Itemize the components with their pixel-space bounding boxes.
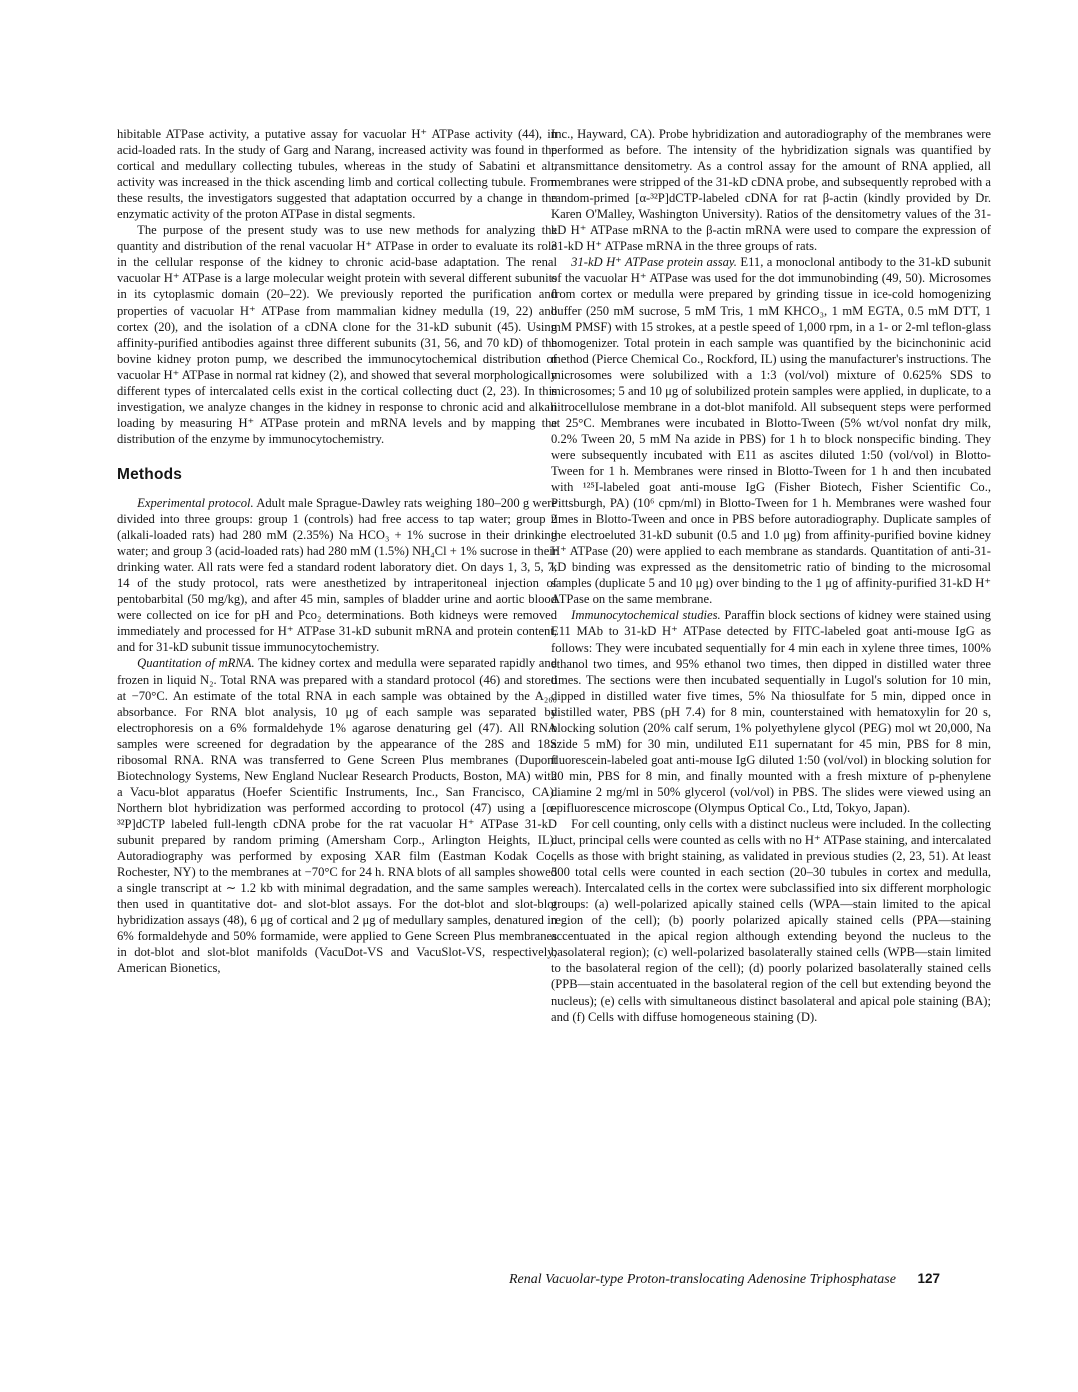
- page-number: 127: [917, 1271, 940, 1286]
- mrna-title: Quantitation of mRNA.: [137, 656, 255, 671]
- purpose-paragraph: The purpose of the present study was to use new methods for analyzing the quantity and distribution of the renal vacuolar H⁺ ATPase in order to evaluate its role in the cellular response of the kidney to chronic acid-base adaptation. The renal vacuolar H⁺ ATPase is a large molecular weight protein with several different subunits in its cytoplasmic domain (20–22). We previously reported the purification and properties of vacuolar H⁺ ATPase from mammalian kidney medulla (19, 22) and cortex (20), and the isolation of a cDNA clone for the 31-kD subunit (45). Using affinity-purified antibodies against three different subunits (31, 56, and 70 kD) of the bovine kidney proton pump, we described the immunocytochemical distribution of vacuolar H⁺ ATPase in normal rat kidney (2), and showed that several morphologically different types of intercalated cells exist in the cortical collecting duct (2, 23). In this investigation, we analyze changes in the kidney in response to chronic acid and alkali loading by measuring H⁺ ATPase protein and mRNA levels and by mapping the distribution of the enzyme by immunocytochemistry.: [117, 223, 557, 446]
- mrna-text: The kidney cortex and medulla were separated rapidly and frozen in liquid N₂. Total RNA was prepared with a standard protocol (46) and stored at −70°C. An estimate of the total RNA in each sample was obtained by the A₂₆₀ absorbance. For RNA blot analysis, 10 μg of each sample was separated by electrophoresis on a 6% formaldehyde 1% agarose denaturing gel (47). All RNA samples were screened for degradation by the appearance of the 28S and 18S ribosomal RNA. RNA was transferred to Gene Screen Plus membranes (Dupont Biotechnology Systems, New England Nuclear Research Products, Boston, MA) with a Vacu-blot apparatus (Hoefer Scientific Instruments, Inc., San Francisco, CA). Northern blot hybridization was performed according to protocol (47) using a [α-³²P]dCTP labeled full-length cDNA probe for the rat vacuolar H⁺ ATPase 31-kD subunit prepared by random priming (Amersham Corp., Arlington Heights, IL). Autoradiography was performed by exposing XAR film (Eastman Kodak Co., Rochester, NY) to the membranes at −70°C for 24 h. RNA blots of all samples showed a single transcript at ∼ 1.2 kb with minimal degradation, and the same samples were then used in quantitative dot- and slot-blot assays. For the dot-blot and slot-blot hybridization assays (48), 6 μg of cortical and 2 μg of medullary samples, denatured in 6% formaldehyde and 50% formamide, were applied to Gene Screen Plus membranes in dot-blot and slot-blot manifolds (VacuDot-VS and VacuSlot-VS, respectively; American Bionetics,: [117, 656, 557, 976]
- immuno-paragraph: [551, 607, 991, 816]
- protein-assay-text: E11, a monoclonal antibody to the 31-kD subunit of the vacuolar H⁺ ATPase was used for the dot immunobinding (49, 50). Microsomes from cortex or medulla were prepared by grinding tissue in ice-cold homogenizing buffer (250 mM sucrose, 5 mM Tris, 1 mM KHCO₃, 1 mM EGTA, 0.5 mM DTT, 1 mM PMSF) with 15 strokes, at a pestle speed of 1,000 rpm, in a 1- or 2-ml teflon-glass homogenizer. Total protein in each sample was quantified by the bicinchoninic acid method (Pierce Chemical Co., Rockford, IL) using the manufacturer's instructions. The microsomes were solubilized with a 1:3 (vol/vol) mixture of 0.625% SDS to microsomes; 5 and 10 μg of solubilized protein samples were applied, in duplicate, to a nitrocellulose membrane in a dot-blot manifold. All subsequent steps were performed at 25°C. Membranes were incubated in Blotto-Tween (5% wt/vol nonfat dry milk, 0.2% Tween 20, 5 mM Na azide in PBS) for 1 h to block nonspecific binding. They were subsequently incubated with E11 as ascites diluted 1:50 (vol/vol) in Blotto-Tween for 1 h. Membranes were rinsed in Blotto-Tween for 1 h and then incubated with ¹²⁵I-labeled goat anti-mouse IgG (Fisher Biotech, Fisher Scientific Co., Pittsburgh, PA) (10⁶ cpm/ml) in Blotto-Tween for 1 h. Membranes were washed four times in Blotto-Tween and once in PBS before autoradiography. Duplicate samples of the electroeluted 31-kD subunit (0.5 and 1.0 μg) from affinity-purified bovine kidney H⁺ ATPase (20) were applied to each membrane as standards. Quantitation of anti-31-kD binding was expressed as the densitometric ratio of binding to the microsomal samples (duplicate 5 and 10 μg) over binding to the 1 μg of affinity-purified 31-kD H⁺ ATPase on the same membrane.: [551, 255, 991, 607]
- running-title: Renal Vacuolar-type Proton-translocating Adenosine Triphosphatase: [508, 1272, 896, 1287]
- intro-continued-paragraph: hibitable ATPase activity, a putative assay for vacuolar H⁺ ATPase activity (44), in acid-loaded rats. In the study of Garg and Narang, increased activity was found in the cortical and medullary collecting tubules, whereas in the study of Sabatini et al., activity was increased in the thick ascending limb and cortical collecting tubule. From these results, the investigators suggested that adaptation occurred by a change in the enzymatic activity of the proton ATPase in distal segments.: [117, 127, 557, 222]
- experimental-protocol-paragraph: [117, 495, 557, 655]
- mrna-continued-paragraph: Inc., Hayward, CA). Probe hybridization and autoradiography of the membranes were performed as before. The intensity of the hybridization signals was quantified by transmittance densitometry. As a control assay for the amount of RNA applied, all membranes were stripped of the 31-kD cDNA probe, and subsequently reprobed with a random-primed [α-³²P]dCTP-labeled cDNA for rat β-actin (kindly provided by Dr. Karen O'Malley, Washington University). Ratios of the densitometry values of the 31-kD H⁺ ATPase mRNA to the β-actin mRNA were used to compare the expression of 31-kD H⁺ ATPase mRNA in the three groups of rats.: [551, 127, 991, 254]
- methods-heading: Methods: [117, 465, 183, 483]
- protein-assay-paragraph: [551, 254, 991, 607]
- right-column: [551, 126, 991, 1025]
- immuno-title: Immunocytochemical studies.: [571, 608, 721, 623]
- mrna-paragraph: [117, 655, 557, 976]
- experimental-protocol-text: Adult male Sprague-Dawley rats weighing 180–200 g were divided into three groups: group 1 (controls) had free access to tap water; group 2 (alkali-loaded rats) had 280 mM (2.35%) Na HCO₃ + 1% sucrose in their drinking water; and group 3 (acid-loaded rats) had 280 mM (1.5%) NH₄Cl + 1% sucrose in their drinking water. All rats were fed a standard rodent laboratory diet. On days 1, 3, 5, 7, 14 of the study protocol, rats were anesthetized by intraperitoneal injection of pentobarbital (50 mg/kg), and after 45 min, samples of bladder urine and aortic blood were collected on ice for pH and Pco₂ determinations. Both kidneys were removed immediately and processed for H⁺ ATPase 31-kD subunit mRNA and protein content, and for 31-kD subunit tissue immunocytochemistry.: [117, 495, 557, 655]
- page-footer: [509, 1271, 940, 1288]
- left-column: [117, 126, 557, 976]
- cell-counting-paragraph: For cell counting, only cells with a distinct nucleus were included. In the collecting duct, principal cells were counted as cells with no H⁺ ATPase staining, and intercalated cells as those with bright staining, as validated in previous studies (2, 23, 51). At least 500 total cells were counted in each section (20–30 tubules in cortex and medulla, each). Intercalated cells in the cortex were subclassified into six different morphologic groups: (a) well-polarized apically stained cells (WPA—stain limited to the apical region of the cell); (b) poorly polarized apically stained cells (PPA—staining accentuated in the apical region although extending beyond the nucleus to the basolateral region); (c) well-polarized basolaterally stained cells (WPB—stain limited to the basolateral region of the cell); (d) poorly polarized basolaterally stained cells (PPB—stain accentuated in the basolateral region of the cell but extending beyond the nucleus); (e) cells with simultaneous distinct basolateral and apical pole staining (BA); and (f) Cells with diffuse homogeneous staining (D).: [551, 817, 991, 1024]
- protein-assay-title: 31-kD H⁺ ATPase protein assay.: [571, 255, 737, 270]
- immuno-text: Paraffin block sections of kidney were stained using E11 MAb to 31-kD H⁺ ATPase detected by FITC-labeled goat anti-mouse IgG as follows: They were incubated sequentially for 4 min each in xylene three times, 100% ethanol two times, and 95% ethanol two times, then dipped in distilled water three times. The sections were then incubated sequentially in Lugol's solution for 10 min, dipped in distilled water five times, 5% Na thiosulfate for 5 min, dipped once in distilled water, PBS (pH 7.4) for 8 min, counterstained with hematoxylin for 20 s, blocking solution (20% calf serum, 1% polyethylene glycol (PEG) mol wt 20,000, Na azide 5 mM) for 30 min, undiluted E11 supernatant for 45 min, PBS for 8 min, fluorescein-labeled goat anti-mouse IgG diluted 1:50 (vol/vol) in blocking solution for 20 min, PBS for 8 min, and finally mounted with a fresh mixture of p-phenylene diamine 2 mg/ml in 50% glycerol (vol/vol) in PBS. The slides were viewed using an epifluorescence microscope (Olympus Optical Co., Ltd, Tokyo, Japan).: [551, 608, 991, 815]
- experimental-protocol-title: Experimental protocol.: [137, 495, 254, 510]
